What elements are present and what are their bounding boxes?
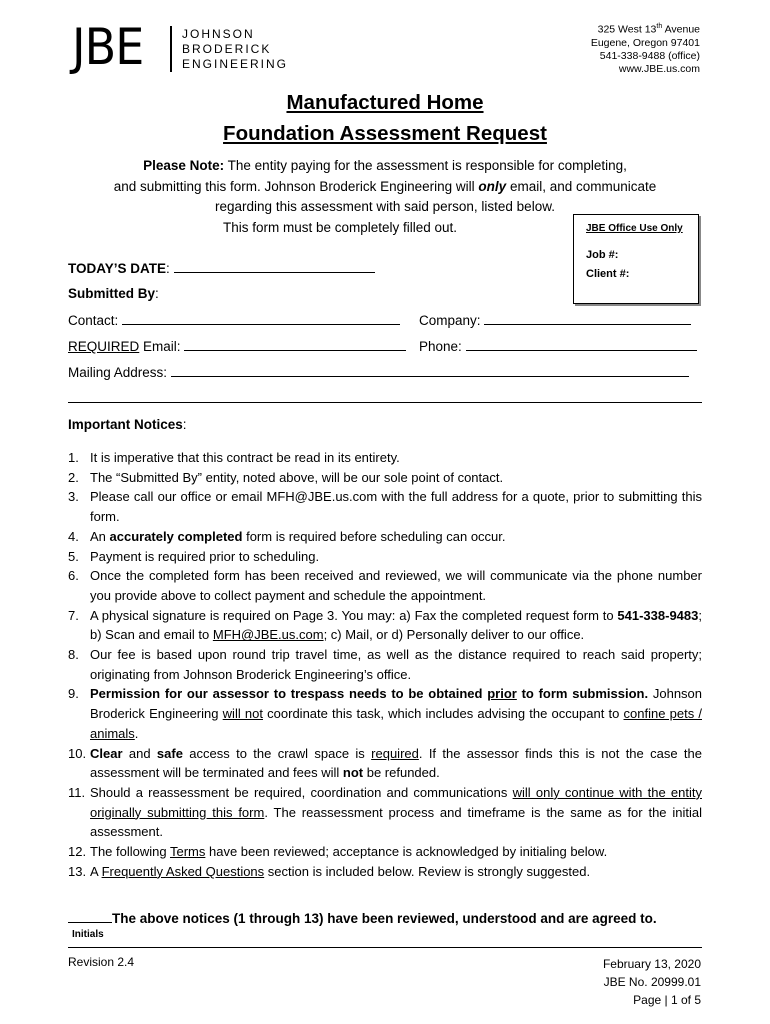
- revision-label: Revision 2.4: [68, 955, 135, 969]
- item-text: The following Terms have been reviewed; acceptance is acknowledged by initialing below.: [90, 844, 608, 860]
- page-title-line1: [0, 88, 770, 118]
- underlined: will only continue with the entity originally submitting this form: [90, 784, 702, 820]
- important-notices-heading: [68, 417, 187, 432]
- todays-date-label: TODAY’S DATE: [68, 261, 167, 276]
- item-number: 3.: [68, 489, 79, 505]
- phone-input[interactable]: [466, 337, 697, 351]
- note-line: [60, 177, 710, 198]
- street-text: 325 West 13: [597, 23, 657, 36]
- footer-date: February 13, 2020: [602, 957, 701, 971]
- item-text: Clear and safe access to the crawl space is required. If the assessor finds this is not the case the assessment will be terminated and fees will not be refunded.: [90, 745, 702, 781]
- street-address: [591, 20, 700, 37]
- item-text: It is imperative that this contract be read in its entirety.: [90, 450, 400, 465]
- city-line: Eugene, Oregon 97401: [590, 36, 700, 49]
- submitted-by-heading: [68, 285, 159, 303]
- underlined: Terms: [169, 844, 206, 860]
- list-item: [68, 684, 702, 743]
- office-use-box: [573, 214, 699, 304]
- mailing-address-field: [68, 363, 689, 382]
- item-text: Please call our office or email MFH@JBE.us.com with the full address for a quote, prior to submitting this form.: [90, 489, 702, 525]
- phone-label: Phone:: [419, 339, 462, 354]
- initials-input[interactable]: [68, 908, 112, 923]
- colon: :: [182, 417, 187, 432]
- company-name-line: BRODERICK: [182, 42, 272, 56]
- company-name-line: JOHNSON: [182, 27, 255, 41]
- emphasis: Permission for our assessor to trespass needs to be obtained: [90, 686, 488, 702]
- email-link[interactable]: MFH@JBE.us.com: [212, 627, 324, 643]
- underlined: required: [371, 745, 419, 761]
- item-number: 10.: [68, 745, 87, 761]
- list-item: [68, 645, 702, 684]
- item-number: 6.: [68, 568, 79, 584]
- company-label: Company:: [419, 313, 481, 328]
- notices-list: [68, 448, 702, 881]
- list-item: [68, 487, 702, 526]
- emphasis: to form submission.: [516, 686, 649, 702]
- page-number: Page | 1 of 5: [633, 993, 701, 1007]
- emphasis: Clear: [90, 745, 123, 761]
- jbe-logo-mark: JBE: [72, 18, 144, 76]
- list-item: [68, 606, 702, 645]
- note-emphasis: only: [478, 178, 507, 194]
- mailing-address-input-line2[interactable]: [68, 402, 702, 403]
- note-paragraph: [60, 156, 710, 218]
- item-text: A physical signature is required on Page 3. You may: a) Fax the completed request form to 541-338-9483; b) Scan and email to MFH@JBE.us.com; c) Mail, or d) Personally deliver to our office.: [90, 607, 702, 643]
- title-text: Foundation Assessment Request: [223, 122, 547, 145]
- initials-label: Initials: [72, 929, 104, 940]
- item-number: 12.: [68, 844, 87, 860]
- submitted-by-label: Submitted By: [68, 286, 156, 301]
- company-input[interactable]: [484, 311, 691, 325]
- company-name-block: [182, 27, 288, 72]
- list-item: [68, 566, 702, 605]
- item-text: An accurately completed form is required before scheduling can occur.: [90, 528, 506, 544]
- item-number: 9.: [68, 686, 79, 702]
- item-number: 4.: [68, 528, 79, 544]
- item-number: 13.: [68, 863, 87, 879]
- list-item: [68, 842, 702, 862]
- note-text: The entity paying for the assessment is responsible for completing,: [224, 158, 627, 173]
- item-text: Permission for our assessor to trespass needs to be obtained prior to form submission. Johnson Broderick Engineering will not coordinate this task, which includes advising the occupant to confine pets / animals.: [90, 686, 703, 741]
- todays-date-input[interactable]: [174, 259, 375, 273]
- note-label: Please Note:: [143, 158, 225, 173]
- website: www.JBE.us.com: [618, 62, 700, 75]
- emphasis: not: [342, 765, 364, 781]
- contact-input[interactable]: [122, 311, 400, 325]
- note-text: and submitting this form. Johnson Broderick Engineering will: [113, 178, 479, 194]
- underlined: will not: [222, 706, 263, 722]
- item-number: 11.: [68, 784, 86, 800]
- acknowledgement-line: [68, 908, 657, 926]
- office-phone: 541-338-9488 (office): [599, 49, 700, 62]
- todays-date-field: [68, 259, 375, 278]
- phone-field: [419, 337, 697, 356]
- item-number: 8.: [68, 647, 79, 663]
- colon: :: [155, 286, 159, 301]
- contact-label: Contact:: [68, 313, 119, 328]
- item-text: Our fee is based upon round trip travel time, as well as the distance required to reach said property; originating from Johnson Broderick Engineering’s office.: [90, 647, 702, 682]
- list-item: [68, 744, 702, 783]
- mailing-address-label: Mailing Address:: [68, 365, 168, 380]
- title-text: Manufactured Home: [286, 91, 484, 114]
- item-number: 5.: [68, 548, 79, 564]
- list-item: [68, 862, 702, 882]
- email-field: [68, 337, 406, 356]
- street-ordinal: th: [656, 23, 663, 30]
- underlined: confine pets / animals: [90, 706, 702, 741]
- emphasis: safe: [156, 745, 183, 761]
- item-text: Once the completed form has been received and reviewed, we will communicate via the phone number you provide above to collect payment and schedule the appointment.: [90, 568, 702, 603]
- email-label: Email:: [139, 339, 181, 354]
- list-item: [68, 527, 702, 547]
- item-text: A Frequently Asked Questions section is included below. Review is strongly suggested.: [90, 863, 591, 879]
- company-field: [419, 311, 691, 330]
- emphasis: prior: [487, 686, 517, 702]
- note-line: regarding this assessment with said person, listed below.: [215, 199, 555, 214]
- emphasis: accurately completed: [109, 528, 243, 544]
- notices-heading-text: Important Notices: [68, 417, 183, 432]
- list-item: [68, 448, 702, 468]
- email-input[interactable]: [184, 337, 406, 351]
- footer-info: [603, 955, 701, 1009]
- job-number-label: Job #:: [586, 249, 619, 261]
- item-number: 7.: [68, 607, 79, 623]
- item-text: The “Submitted By” entity, noted above, will be our sole point of contact.: [90, 469, 504, 485]
- company-name-line: ENGINEERING: [182, 57, 289, 71]
- mailing-address-input[interactable]: [171, 363, 689, 377]
- fax-number: 541-338-9483: [617, 607, 699, 623]
- note-line: [60, 156, 710, 177]
- list-item: [68, 468, 702, 488]
- list-item: [68, 547, 702, 567]
- item-text: Payment is required prior to scheduling.: [90, 548, 320, 564]
- office-use-header: JBE Office Use Only: [586, 223, 683, 234]
- required-label: REQUIRED: [68, 339, 140, 354]
- item-number: 1.: [68, 450, 79, 465]
- jbe-number: JBE No. 20999.01: [603, 975, 701, 989]
- footer-divider: [68, 947, 702, 948]
- client-number-label: Client #:: [586, 268, 630, 280]
- logo-divider: [170, 26, 172, 72]
- company-address: [591, 20, 700, 76]
- colon: :: [166, 261, 170, 276]
- underlined: Frequently Asked Questions: [101, 863, 265, 879]
- page-title-line2: [0, 119, 770, 149]
- list-item: [68, 783, 702, 842]
- acknowledgement-text: The above notices (1 through 13) have been reviewed, understood and are agreed to.: [112, 911, 657, 926]
- street-suffix: Avenue: [662, 23, 700, 36]
- item-number: 2.: [68, 469, 79, 485]
- item-text: Should a reassessment be required, coordination and communications will only continue with the entity originally submitting this form. The reassessment process and timeframe is the same as for the initial assessment.: [90, 784, 702, 840]
- contact-field: [68, 311, 400, 330]
- note-line-filled-out: This form must be completely filled out.: [222, 220, 458, 235]
- note-text: email, and communicate: [506, 178, 657, 194]
